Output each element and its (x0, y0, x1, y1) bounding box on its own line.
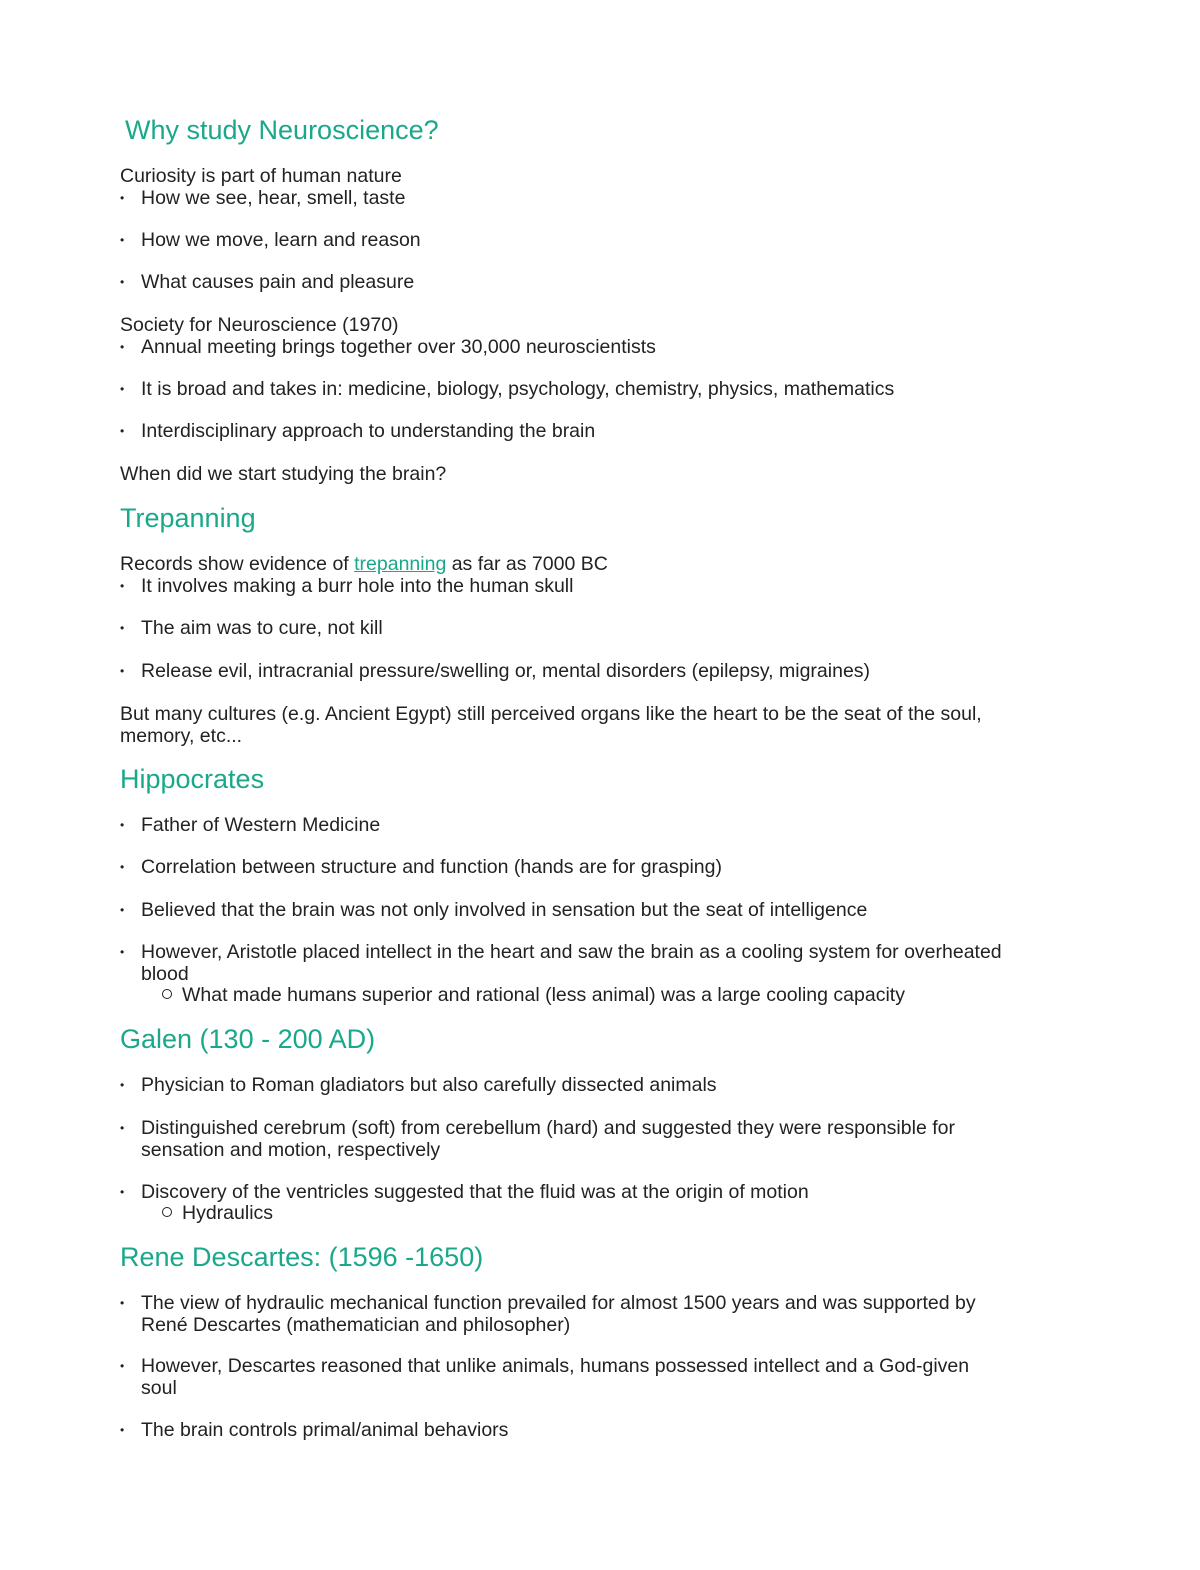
heading-why-study-neuroscience: Why study Neuroscience? (125, 115, 439, 145)
list-item-text: Interdisciplinary approach to understanding the brain (141, 420, 596, 442)
list-item-text: It involves making a burr hole into the human skull (141, 575, 574, 597)
bullet-icon: • (120, 818, 125, 832)
list-item (120, 1419, 1080, 1441)
intro-curiosity: Curiosity is part of human nature (120, 165, 402, 187)
list-item (120, 1292, 1080, 1336)
list-item (120, 1117, 1080, 1161)
list-item (120, 899, 1080, 921)
question-when-studying-brain: When did we start studying the brain? (120, 463, 447, 485)
bullet-icon: • (120, 1078, 125, 1092)
list-item-text: Father of Western Medicine (141, 814, 381, 836)
bullet-icon: • (120, 233, 125, 247)
list-item-text: Annual meeting brings together over 30,000 neuroscientists (141, 336, 656, 358)
list-item-text-line-1: However, Descartes reasoned that unlike animals, humans possessed intellect and a God-given (141, 1355, 970, 1377)
list-item (120, 187, 1080, 209)
list-item-text: The aim was to cure, not kill (141, 617, 383, 639)
trepanning-link[interactable]: trepanning (354, 553, 447, 575)
bullet-icon: • (120, 1121, 125, 1135)
list-item-text: The brain controls primal/animal behaviors (141, 1419, 509, 1441)
trepanning-intro-after: as far as 7000 BC (446, 553, 608, 575)
list-item-text: Believed that the brain was not only involved in sensation but the seat of intelligence (141, 899, 868, 921)
bullet-icon: • (120, 945, 125, 959)
bullet-icon: • (120, 860, 125, 874)
trepanning-note-line-2: memory, etc... (120, 725, 243, 747)
list-item-text: What causes pain and pleasure (141, 271, 415, 293)
bullet-icon: • (120, 424, 125, 438)
list-item (120, 420, 1080, 442)
list-item (120, 271, 1080, 293)
list-item (120, 1181, 1080, 1203)
list-item (120, 1355, 1080, 1399)
sub-list-item (162, 984, 905, 1006)
bullet-icon: • (120, 903, 125, 917)
list-item-text: How we move, learn and reason (141, 229, 421, 251)
bullet-icon: • (120, 1423, 125, 1437)
list-item (120, 814, 1080, 836)
list-item-text: Physician to Roman gladiators but also carefully dissected animals (141, 1074, 717, 1096)
heading-rene-descartes: Rene Descartes: (1596 -1650) (120, 1242, 484, 1272)
bullet-icon: • (120, 275, 125, 289)
list-item (120, 378, 1080, 400)
list-item-text: It is broad and takes in: medicine, biology, psychology, chemistry, physics, mathematics (141, 378, 895, 400)
list-item (120, 1074, 1080, 1096)
list-item (120, 660, 1080, 682)
list-item-text-line-2: soul (141, 1377, 177, 1399)
bullet-icon: • (120, 1296, 125, 1310)
list-item (120, 575, 1080, 597)
sub-list-item-text: Hydraulics (182, 1202, 274, 1224)
list-item-text-line-1: However, Aristotle placed intellect in the heart and saw the brain as a cooling system for overheated (141, 941, 1002, 963)
bullet-icon: • (120, 579, 125, 593)
list-item (120, 941, 1080, 985)
heading-trepanning: Trepanning (120, 503, 256, 533)
bullet-icon: • (120, 1359, 125, 1373)
society-for-neuroscience: Society for Neuroscience (1970) (120, 314, 399, 336)
bullet-icon: • (120, 664, 125, 678)
bullet-icon: • (120, 191, 125, 205)
list-item (120, 856, 1080, 878)
sub-list-item-text: What made humans superior and rational (less animal) was a large cooling capacity (182, 984, 905, 1006)
trepanning-intro (120, 553, 608, 575)
list-item (120, 617, 1080, 639)
circle-bullet-icon (162, 989, 172, 999)
bullet-icon: • (120, 340, 125, 354)
bullet-icon: • (120, 382, 125, 396)
list-item-text-line-1: The view of hydraulic mechanical function prevailed for almost 1500 years and was supported by (141, 1292, 976, 1314)
trepanning-intro-before: Records show evidence of (120, 553, 355, 575)
list-item-text: Correlation between structure and function (hands are for grasping) (141, 856, 722, 878)
bullet-icon: • (120, 621, 125, 635)
list-item-text: How we see, hear, smell, taste (141, 187, 406, 209)
list-item-text-line-2: René Descartes (mathematician and philosopher) (141, 1314, 571, 1336)
trepanning-note-line-1: But many cultures (e.g. Ancient Egypt) still perceived organs like the heart to be the seat of the soul, (120, 703, 982, 725)
list-item (120, 336, 1080, 358)
circle-bullet-icon (162, 1207, 172, 1217)
list-item-text-line-2: sensation and motion, respectively (141, 1139, 441, 1161)
list-item-text: Release evil, intracranial pressure/swelling or, mental disorders (epilepsy, migraines) (141, 660, 871, 682)
sub-list-item (162, 1202, 273, 1224)
bullet-icon: • (120, 1185, 125, 1199)
heading-hippocrates: Hippocrates (120, 764, 265, 794)
list-item-text: Discovery of the ventricles suggested that the fluid was at the origin of motion (141, 1181, 809, 1203)
list-item-text-line-1: Distinguished cerebrum (soft) from cerebellum (hard) and suggested they were responsible for (141, 1117, 955, 1139)
list-item-text-line-2: blood (141, 963, 189, 985)
list-item (120, 229, 1080, 251)
heading-galen: Galen (130 - 200 AD) (120, 1024, 376, 1054)
